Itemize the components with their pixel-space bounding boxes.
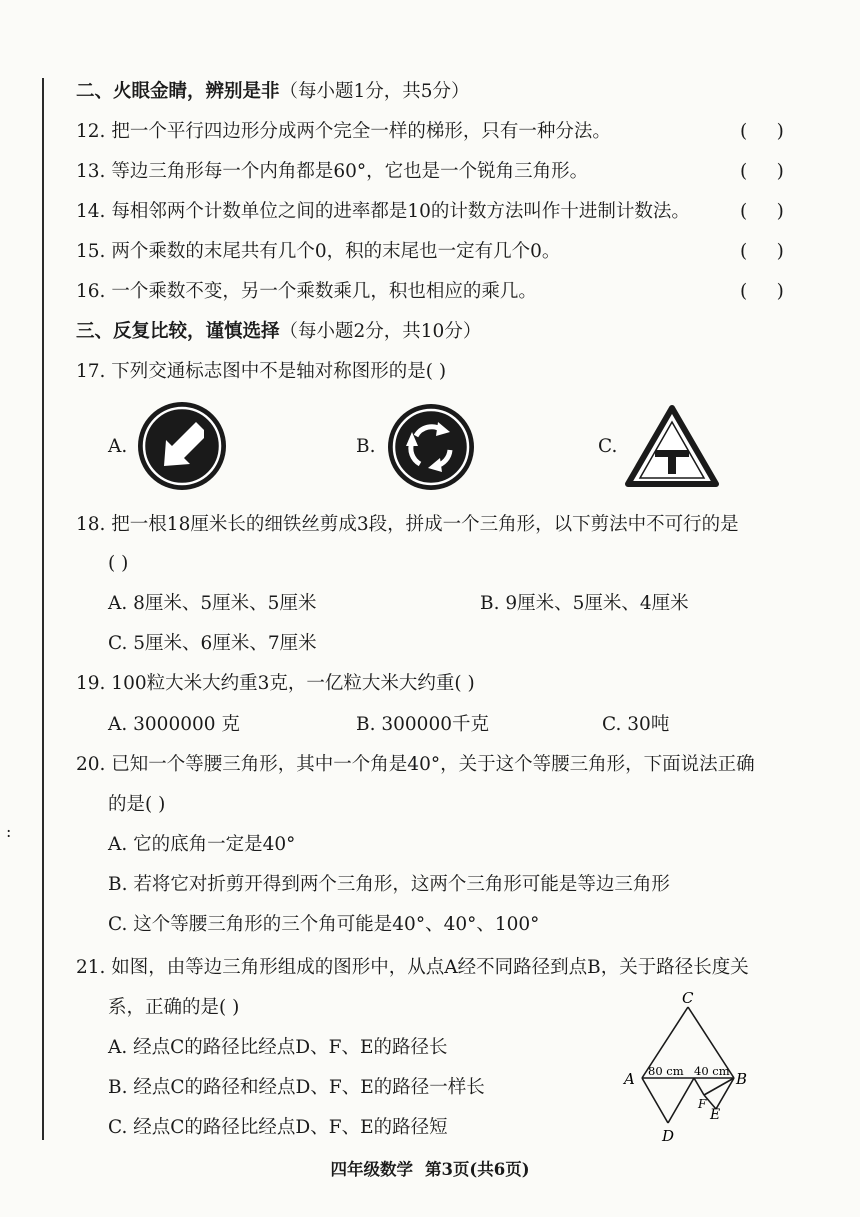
point-c-label: C	[682, 989, 694, 1007]
roundabout-sign-icon	[386, 402, 476, 492]
q21-triangle-figure	[618, 985, 758, 1145]
page-footer	[0, 1156, 860, 1180]
question-18-stem: 18. 把一根18厘米长的细铁丝剪成3段，拼成一个三角形，以下剪法中不可行的是	[76, 514, 739, 535]
question-17-stem: 17. 下列交通标志图中不是轴对称图形的是( )	[76, 361, 447, 382]
answer-blank-13[interactable]: ( )	[740, 161, 784, 182]
answer-blank-15[interactable]: ( )	[740, 241, 784, 262]
section-2-heading	[76, 79, 470, 105]
q21-option-c[interactable]: C. 经点C的路径比经点D、F、E的路径短	[108, 1117, 448, 1138]
answer-blank-14[interactable]: ( )	[740, 201, 784, 222]
section-2-note: （每小题1分，共5分）	[279, 81, 470, 102]
section-2-title: 二、火眼金睛，辨别是非	[76, 81, 280, 102]
q17-option-a-label[interactable]: A.	[108, 436, 128, 457]
q20-option-b[interactable]: B. 若将它对折剪开得到两个三角形，这两个三角形可能是等边三角形	[108, 874, 670, 895]
length-label-right: 40 cm	[694, 1064, 730, 1078]
q17-option-c-label[interactable]: C.	[598, 436, 618, 457]
point-e-label: E	[710, 1107, 721, 1123]
point-b-label: B	[736, 1070, 748, 1088]
section-3-title: 三、反复比较，谨慎选择	[76, 321, 280, 342]
arrow-down-left-sign-icon	[136, 400, 228, 492]
q19-option-c[interactable]: C. 30吨	[602, 714, 670, 735]
section-3-heading	[76, 319, 481, 345]
question-20-stem-cont: 的是( )	[108, 794, 166, 815]
question-19-stem: 19. 100粒大米大约重3克，一亿粒大米大约重( )	[76, 673, 475, 694]
footer-subject: 四年级数学	[330, 1160, 413, 1179]
question-12: 12. 把一个平行四边形分成两个完全一样的梯形，只有一种分法。	[76, 121, 611, 142]
q21-option-b[interactable]: B. 经点C的路径和经点D、F、E的路径一样长	[108, 1077, 485, 1098]
question-18-blank[interactable]: ( )	[108, 553, 129, 574]
section-3-note: （每小题2分，共10分）	[279, 321, 482, 342]
footer-page: 第3页(共6页)	[424, 1160, 530, 1179]
question-16: 16. 一个乘数不变，另一个乘数乘几，积也相应的乘几。	[76, 281, 537, 302]
question-21-stem: 21. 如图，由等边三角形组成的图形中，从点A经不同路径到点B，关于路径长度关	[76, 957, 749, 978]
q19-option-b[interactable]: B. 300000千克	[356, 714, 489, 735]
q18-option-a[interactable]: A. 8厘米、5厘米、5厘米	[108, 593, 317, 614]
question-15: 15. 两个乘数的末尾共有几个0，积的末尾也一定有几个0。	[76, 241, 561, 262]
point-f-label: F	[698, 1097, 707, 1111]
question-21-stem-cont: 系，正确的是( )	[108, 997, 240, 1018]
question-14: 14. 每相邻两个计数单位之间的进率都是10的计数方法叫作十进制计数法。	[76, 201, 690, 222]
q19-option-a[interactable]: A. 3000000 克	[108, 714, 240, 735]
length-label-left: 80 cm	[648, 1064, 684, 1078]
question-13: 13. 等边三角形每一个内角都是60°，它也是一个锐角三角形。	[76, 161, 589, 182]
q18-option-b[interactable]: B. 9厘米、5厘米、4厘米	[480, 593, 689, 614]
q20-option-c[interactable]: C. 这个等腰三角形的三个角可能是40°、40°、100°	[108, 914, 540, 935]
answer-blank-16[interactable]: ( )	[740, 281, 784, 302]
point-d-label: D	[662, 1127, 675, 1145]
answer-blank-12[interactable]: ( )	[740, 121, 784, 142]
t-junction-warning-sign-icon	[624, 404, 720, 488]
q20-option-a[interactable]: A. 它的底角一定是40°	[108, 834, 296, 855]
point-a-label: A	[624, 1070, 635, 1088]
q17-option-b-label[interactable]: B.	[356, 436, 376, 457]
question-20-stem: 20. 已知一个等腰三角形，其中一个角是40°，关于这个等腰三角形，下面说法正确	[76, 754, 755, 775]
q18-option-c[interactable]: C. 5厘米、6厘米、7厘米	[108, 633, 317, 654]
binding-margin-line	[42, 78, 44, 1140]
stray-mark: :	[6, 822, 12, 841]
q21-option-a[interactable]: A. 经点C的路径比经点D、F、E的路径长	[108, 1037, 448, 1058]
